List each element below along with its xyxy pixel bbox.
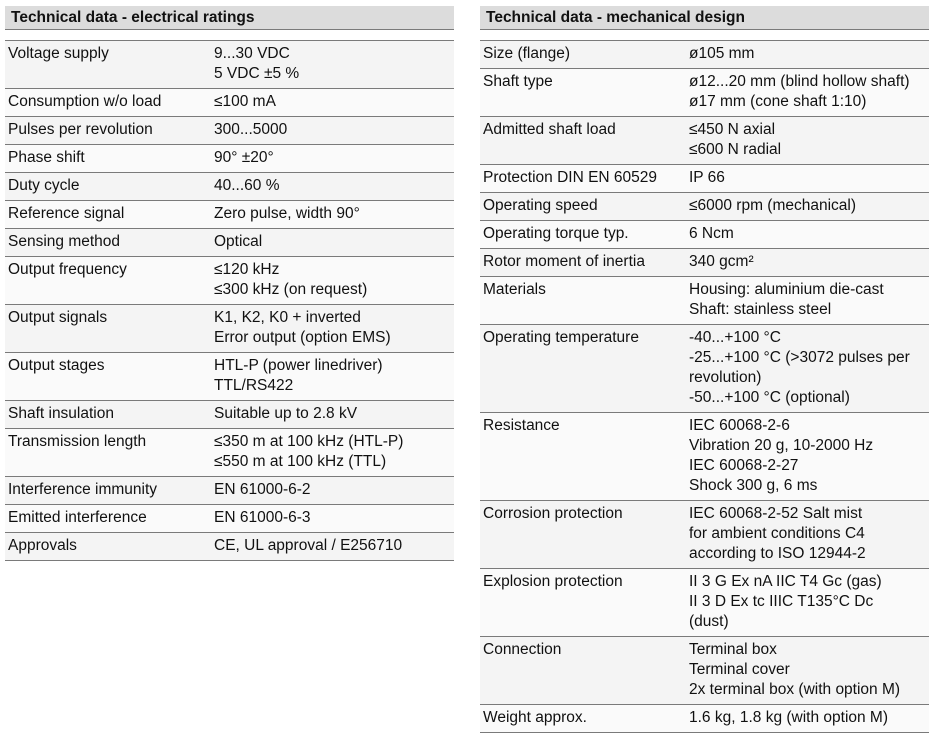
row-value [211, 505, 454, 532]
table-row [480, 501, 929, 569]
row-label: Corrosion protection [483, 505, 623, 522]
value-line: HTL-P (power linedriver) [214, 357, 383, 374]
value-line: 5 VDC ±5 % [214, 65, 300, 82]
table-row [480, 249, 929, 277]
table-row [5, 41, 454, 89]
value-line: Error output (option EMS) [214, 329, 391, 346]
table-row [5, 173, 454, 201]
value-line: EN 61000-6-3 [214, 509, 311, 526]
row-label: Operating speed [483, 197, 598, 214]
value-line: ø17 mm (cone shaft 1:10) [689, 93, 867, 110]
electrical-rows [5, 41, 454, 561]
value-line: 6 Ncm [689, 225, 734, 242]
table-row [5, 429, 454, 477]
table-row [5, 353, 454, 401]
row-value [211, 353, 454, 400]
row-label: Phase shift [8, 149, 85, 166]
row-label: Emitted interference [8, 509, 147, 526]
table-row [480, 221, 929, 249]
row-label: Pulses per revolution [8, 121, 153, 138]
row-value [211, 229, 454, 256]
value-line: -40...+100 °C [689, 329, 781, 346]
row-value [686, 277, 929, 324]
row-value [686, 569, 929, 636]
row-value [686, 117, 929, 164]
mechanical-rows [480, 41, 929, 733]
value-line: 340 gcm² [689, 253, 754, 270]
row-value [211, 429, 454, 476]
value-line: Terminal cover [689, 661, 790, 678]
row-label: Duty cycle [8, 177, 80, 194]
row-value [211, 201, 454, 228]
value-line: IP 66 [689, 169, 725, 186]
row-label: Materials [483, 281, 546, 298]
value-line: IEC 60068-2-52 Salt mist [689, 505, 863, 522]
row-label: Output signals [8, 309, 108, 326]
value-line: IEC 60068-2-27 [689, 457, 799, 474]
header-spacer [480, 30, 929, 41]
row-label: Voltage supply [8, 45, 109, 62]
table-row [5, 89, 454, 117]
mechanical-design-title: Technical data - mechanical design [480, 6, 929, 30]
table-row [5, 505, 454, 533]
value-line: Shaft: stainless steel [689, 301, 832, 318]
value-line: ≤600 N radial [689, 141, 782, 158]
value-line: II 3 D Ex tc IIIC T135°C Dc [689, 593, 874, 610]
table-row [480, 117, 929, 165]
row-label: Reference signal [8, 205, 125, 222]
table-row [5, 533, 454, 561]
value-line: ≤100 mA [214, 93, 276, 110]
row-value [211, 305, 454, 352]
row-label: Approvals [8, 537, 77, 554]
table-row [480, 325, 929, 413]
value-line: ≤450 N axial [689, 121, 776, 138]
row-label: Explosion protection [483, 573, 623, 590]
row-label: Output stages [8, 357, 105, 374]
row-value [211, 173, 454, 200]
row-value [686, 221, 929, 248]
row-value [686, 41, 929, 68]
header-spacer [5, 30, 454, 41]
row-value [211, 117, 454, 144]
value-line: CE, UL approval / E256710 [214, 537, 403, 554]
table-row [480, 705, 929, 733]
row-value [686, 637, 929, 704]
row-value [211, 257, 454, 304]
row-value [686, 501, 929, 568]
row-label: Connection [483, 641, 562, 658]
value-line: ø105 mm [689, 45, 755, 62]
value-line: 300...5000 [214, 121, 288, 138]
table-row [480, 69, 929, 117]
value-line: Housing: aluminium die-cast [689, 281, 884, 298]
value-line: Optical [214, 233, 263, 250]
value-line: ø12...20 mm (blind hollow shaft) [689, 73, 910, 90]
row-value [211, 89, 454, 116]
value-line: EN 61000-6-2 [214, 481, 311, 498]
row-value [211, 145, 454, 172]
value-line: revolution) [689, 369, 762, 386]
row-value [211, 477, 454, 504]
table-row [480, 193, 929, 221]
row-label: Resistance [483, 417, 560, 434]
value-line: Zero pulse, width 90° [214, 205, 360, 222]
value-line: -50...+100 °C (optional) [689, 389, 850, 406]
value-line: -25...+100 °C (>3072 pulses per [689, 349, 910, 366]
value-line: ≤550 m at 100 kHz (TTL) [214, 453, 387, 470]
table-row [480, 277, 929, 325]
value-line: IEC 60068-2-6 [689, 417, 790, 434]
value-line: K1, K2, K0 + inverted [214, 309, 361, 326]
row-value [686, 69, 929, 116]
row-value [686, 705, 929, 732]
electrical-ratings-title: Technical data - electrical ratings [5, 6, 454, 30]
value-line: ≤300 kHz (on request) [214, 281, 368, 298]
row-label: Admitted shaft load [483, 121, 616, 138]
row-value [211, 533, 454, 560]
value-line: ≤350 m at 100 kHz (HTL-P) [214, 433, 404, 450]
row-label: Transmission length [8, 433, 147, 450]
value-line: 2x terminal box (with option M) [689, 681, 901, 698]
electrical-ratings-table [5, 6, 454, 561]
table-row [5, 401, 454, 429]
row-label: Protection DIN EN 60529 [483, 169, 658, 186]
row-label: Consumption w/o load [8, 93, 162, 110]
row-label: Weight approx. [483, 709, 587, 726]
mechanical-design-table [480, 6, 929, 733]
row-value [686, 165, 929, 192]
row-value [211, 41, 454, 88]
value-line: according to ISO 12944-2 [689, 545, 866, 562]
row-label: Sensing method [8, 233, 121, 250]
table-row [5, 145, 454, 173]
row-label: Interference immunity [8, 481, 158, 498]
value-line: (dust) [689, 613, 729, 630]
row-label: Operating temperature [483, 329, 639, 346]
value-line: ≤120 kHz [214, 261, 280, 278]
row-value [686, 325, 929, 412]
row-value [686, 193, 929, 220]
table-row [480, 569, 929, 637]
value-line: ≤6000 rpm (mechanical) [689, 197, 857, 214]
row-label: Size (flange) [483, 45, 571, 62]
value-line: 90° ±20° [214, 149, 274, 166]
value-line: Suitable up to 2.8 kV [214, 405, 358, 422]
value-line: TTL/RS422 [214, 377, 294, 394]
value-line: II 3 G Ex nA IIC T4 Gc (gas) [689, 573, 882, 590]
table-row [480, 41, 929, 69]
table-row [5, 257, 454, 305]
table-row [480, 637, 929, 705]
row-value [686, 413, 929, 500]
table-row [5, 305, 454, 353]
row-label: Output frequency [8, 261, 127, 278]
value-line: 9...30 VDC [214, 45, 290, 62]
row-label: Rotor moment of inertia [483, 253, 645, 270]
value-line: 40...60 % [214, 177, 280, 194]
value-line: for ambient conditions C4 [689, 525, 865, 542]
table-row [5, 229, 454, 257]
value-line: Terminal box [689, 641, 777, 658]
row-label: Shaft type [483, 73, 553, 90]
row-value [211, 401, 454, 428]
table-row [5, 201, 454, 229]
value-line: 1.6 kg, 1.8 kg (with option M) [689, 709, 889, 726]
table-row [5, 477, 454, 505]
row-label: Shaft insulation [8, 405, 114, 422]
table-row [480, 165, 929, 193]
row-label: Operating torque typ. [483, 225, 629, 242]
value-line: Shock 300 g, 6 ms [689, 477, 818, 494]
value-line: Vibration 20 g, 10-2000 Hz [689, 437, 874, 454]
table-row [480, 413, 929, 501]
table-row [5, 117, 454, 145]
row-value [686, 249, 929, 276]
